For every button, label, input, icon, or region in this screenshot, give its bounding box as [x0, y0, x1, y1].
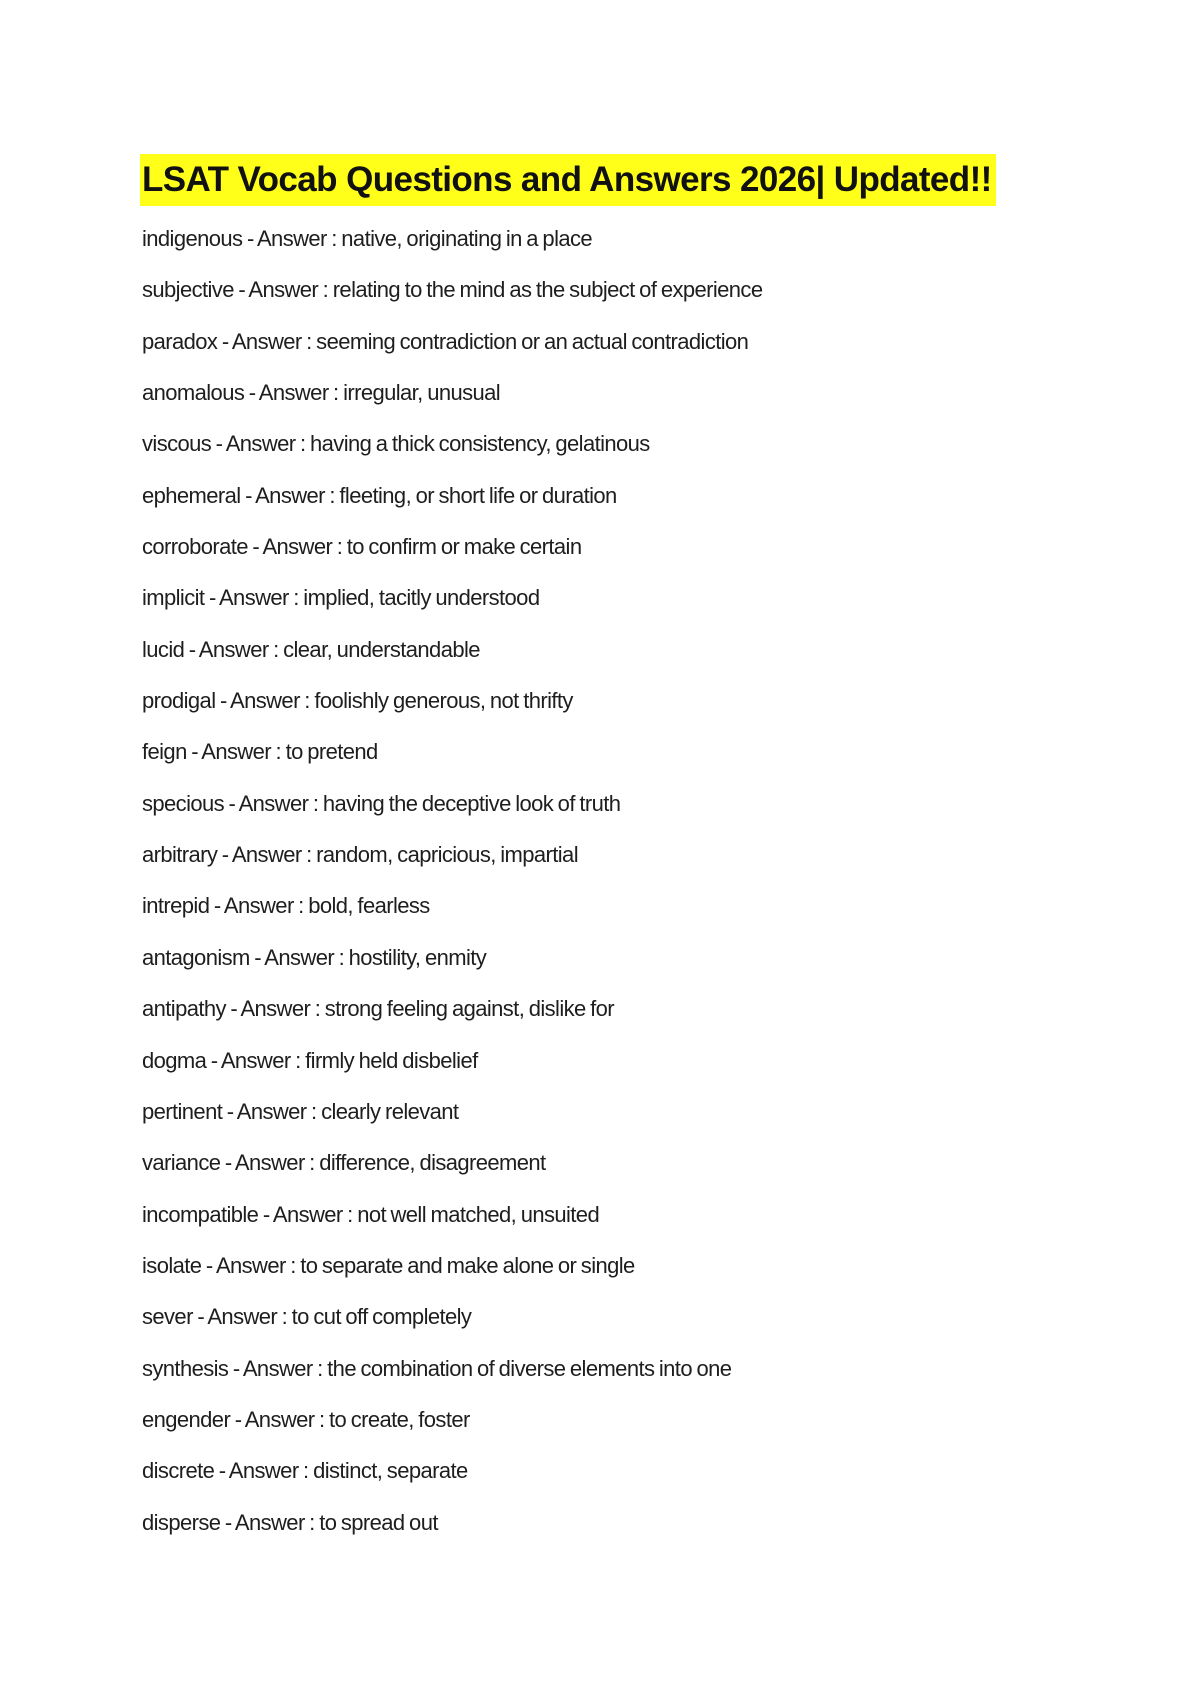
vocab-answer: clearly relevant: [321, 1098, 459, 1124]
answer-colon: :: [328, 380, 344, 406]
vocab-entry: [142, 737, 762, 788]
vocab-term: engender: [142, 1406, 231, 1432]
answer-label: Answer: [225, 431, 296, 457]
vocab-term: paradox: [142, 328, 218, 354]
answer-label: Answer: [240, 996, 311, 1022]
separator: -: [201, 1252, 216, 1278]
separator: -: [240, 482, 256, 508]
separator: -: [249, 944, 265, 970]
answer-colon: :: [306, 1098, 322, 1124]
vocab-answer: to confirm or make certain: [346, 534, 582, 560]
answer-label: Answer: [256, 226, 327, 251]
vocab-answer: clear, understandable: [283, 636, 480, 662]
vocab-entry: [142, 789, 762, 840]
answer-label: Answer: [215, 1252, 286, 1278]
answer-colon: :: [271, 739, 286, 765]
vocab-answer: to pretend: [285, 739, 378, 765]
answer-colon: :: [342, 1201, 358, 1227]
vocab-answer: relating to the mind as the subject of experience: [332, 277, 763, 303]
vocab-answer: not well matched, unsuited: [357, 1201, 600, 1227]
separator: -: [225, 996, 241, 1022]
vocab-answer: random, capricious, impartial: [316, 842, 578, 868]
vocab-entry: [142, 1097, 762, 1148]
answer-colon: :: [314, 1406, 330, 1432]
vocab-term: dogma: [142, 1047, 207, 1073]
vocab-term: prodigal: [142, 688, 216, 714]
answer-label: Answer: [264, 944, 335, 970]
vocab-term: anomalous: [142, 380, 245, 406]
title-block: [140, 154, 996, 206]
vocab-entry: [142, 224, 762, 275]
separator: -: [192, 1304, 208, 1330]
vocab-answer: to separate and make alone or single: [300, 1252, 635, 1278]
vocab-entry: [142, 1251, 762, 1302]
answer-label: Answer: [231, 842, 302, 868]
vocab-answer: to create, foster: [329, 1406, 470, 1432]
answer-colon: :: [288, 585, 304, 611]
vocab-term: viscous: [142, 431, 212, 457]
answer-label: Answer: [228, 1458, 299, 1484]
vocab-entry: [142, 1302, 762, 1353]
separator: -: [230, 1406, 245, 1432]
answer-label: Answer: [231, 328, 302, 354]
vocab-answer: distinct, separate: [313, 1458, 468, 1484]
vocab-answer: bold, fearless: [308, 893, 430, 919]
answer-colon: :: [318, 277, 333, 303]
vocab-answer: to cut off completely: [291, 1304, 472, 1330]
separator: -: [258, 1201, 273, 1227]
separator: -: [184, 636, 199, 662]
vocab-term: synthesis: [142, 1355, 229, 1381]
vocab-term: pertinent: [142, 1098, 223, 1124]
answer-label: Answer: [207, 1304, 278, 1330]
answer-label: Answer: [234, 1509, 305, 1535]
vocab-entry: [142, 686, 762, 737]
vocab-term: lucid: [142, 636, 185, 662]
separator: -: [242, 226, 257, 251]
vocab-entry: [142, 1046, 762, 1097]
vocab-answer: implied, tacitly understood: [303, 585, 540, 611]
answer-colon: :: [308, 790, 323, 816]
answer-colon: :: [324, 482, 340, 508]
vocab-entry: [142, 1508, 762, 1559]
vocab-answer: difference, disagreement: [319, 1150, 546, 1176]
vocab-answer: native, originating in a place: [341, 226, 593, 251]
vocab-entry: [142, 840, 762, 891]
answer-label: Answer: [218, 585, 289, 611]
vocab-entry: [142, 583, 762, 634]
answer-colon: :: [298, 1458, 314, 1484]
vocab-entry: [142, 327, 762, 378]
answer-label: Answer: [244, 1406, 315, 1432]
vocab-term: incompatible: [142, 1201, 259, 1227]
vocab-answer: hostility, enmity: [348, 944, 487, 970]
vocab-answer: the combination of diverse elements into one: [327, 1355, 732, 1381]
vocab-answer: seeming contradiction or an actual contradiction: [316, 328, 749, 354]
vocab-answer: strong feeling against, dislike for: [324, 996, 615, 1022]
vocab-term: antagonism: [142, 944, 250, 970]
answer-label: Answer: [248, 277, 319, 303]
vocab-entry: [142, 943, 762, 994]
separator: -: [224, 790, 239, 816]
separator: -: [228, 1355, 243, 1381]
vocab-entry: [142, 1405, 762, 1456]
answer-colon: :: [326, 226, 342, 251]
answer-colon: :: [293, 893, 309, 919]
vocab-term: feign: [142, 739, 187, 765]
vocab-entry: [142, 891, 762, 942]
answer-label: Answer: [242, 1355, 313, 1381]
answer-colon: :: [332, 534, 347, 560]
separator: -: [214, 1458, 229, 1484]
vocab-entry: [142, 1456, 762, 1507]
vocab-term: intrepid: [142, 893, 210, 919]
vocab-answer: fleeting, or short life or duration: [339, 482, 617, 508]
separator: -: [220, 1509, 235, 1535]
answer-label: Answer: [234, 1150, 305, 1176]
vocab-term: arbitrary: [142, 842, 218, 868]
answer-colon: :: [290, 1047, 306, 1073]
answer-colon: :: [295, 431, 311, 457]
separator: -: [211, 431, 226, 457]
answer-colon: :: [299, 688, 315, 714]
vocab-term: sever: [142, 1304, 193, 1330]
separator: -: [220, 1150, 235, 1176]
answer-colon: :: [285, 1252, 301, 1278]
answer-label: Answer: [201, 739, 272, 765]
page-title: LSAT Vocab Questions and Answers 2026| Updated!!: [140, 154, 996, 206]
vocab-entry: [142, 1200, 762, 1251]
answer-colon: :: [312, 1355, 328, 1381]
answer-label: Answer: [198, 636, 269, 662]
separator: -: [215, 688, 231, 714]
separator: -: [206, 1047, 221, 1073]
vocab-term: disperse: [142, 1509, 221, 1535]
answer-colon: :: [268, 636, 284, 662]
separator: -: [247, 534, 263, 560]
vocab-answer: firmly held disbelief: [305, 1047, 478, 1073]
vocab-answer: having a thick consistency, gelatinous: [310, 431, 650, 457]
vocab-entry: [142, 429, 762, 480]
answer-label: Answer: [220, 1047, 291, 1073]
answer-label: Answer: [272, 1201, 343, 1227]
vocab-term: implicit: [142, 585, 205, 611]
answer-colon: :: [301, 328, 317, 354]
vocab-term: antipathy: [142, 996, 226, 1022]
answer-label: Answer: [255, 482, 325, 508]
vocab-entry: [142, 481, 762, 532]
vocab-term: variance: [142, 1150, 221, 1176]
vocab-entry: [142, 635, 762, 686]
vocab-term: corroborate: [142, 534, 248, 560]
vocab-term: specious: [142, 790, 225, 816]
answer-label: Answer: [236, 1098, 307, 1124]
answer-colon: :: [301, 842, 317, 868]
answer-label: Answer: [258, 380, 329, 406]
vocab-entry: [142, 532, 762, 583]
vocab-entry: [142, 275, 762, 326]
vocab-entry: [142, 378, 762, 429]
answer-label: Answer: [238, 790, 309, 816]
answer-colon: :: [277, 1304, 292, 1330]
vocab-term: ephemeral: [142, 482, 241, 508]
separator: -: [244, 380, 259, 406]
vocab-answer: irregular, unusual: [343, 380, 501, 406]
vocab-entry: [142, 994, 762, 1045]
answer-colon: :: [304, 1509, 320, 1535]
separator: -: [209, 893, 224, 919]
separator: -: [233, 277, 249, 303]
vocab-term: indigenous: [142, 226, 243, 251]
separator: -: [222, 1098, 237, 1124]
answer-colon: :: [310, 996, 325, 1022]
separator: -: [204, 585, 219, 611]
separator: -: [217, 328, 232, 354]
separator: -: [217, 842, 232, 868]
vocab-term: isolate: [142, 1252, 202, 1278]
vocab-answer: to spread out: [319, 1509, 438, 1535]
answer-colon: :: [334, 944, 349, 970]
answer-label: Answer: [223, 893, 294, 919]
vocab-entry: [142, 1354, 762, 1405]
vocab-list: [142, 224, 762, 1559]
vocab-answer: foolishly generous, not thrifty: [314, 688, 573, 714]
vocab-term: subjective: [142, 277, 234, 303]
answer-label: Answer: [230, 688, 300, 714]
vocab-term: discrete: [142, 1458, 215, 1484]
vocab-entry: [142, 1148, 762, 1199]
answer-label: Answer: [262, 534, 333, 560]
separator: -: [186, 739, 202, 765]
vocab-answer: having the deceptive look of truth: [322, 790, 621, 816]
answer-colon: :: [304, 1150, 320, 1176]
